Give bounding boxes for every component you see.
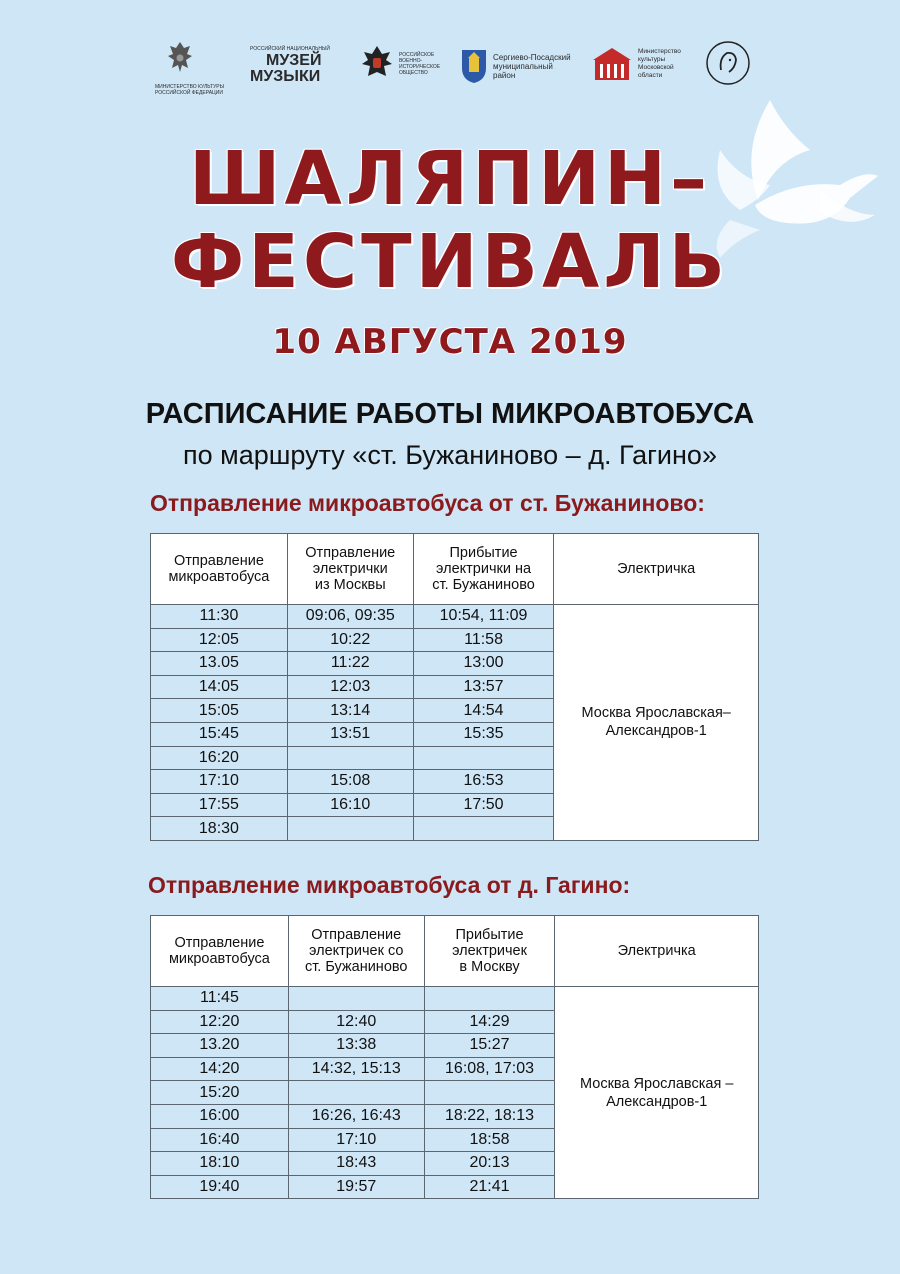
table-cell: 18:10 [151,1152,289,1176]
table-cell: 13.20 [151,1034,289,1058]
table-cell: 11:22 [287,652,413,676]
table-cell: 12:03 [287,675,413,699]
table-cell: 14:05 [151,675,288,699]
table-cell: 16:26, 16:43 [288,1104,424,1128]
table-cell: 15:05 [151,699,288,723]
column-header: Отправление микроавтобуса [151,534,288,605]
table-cell [424,1081,555,1105]
table-cell: 11:58 [413,628,554,652]
table-cell: 13:38 [288,1034,424,1058]
table1-heading: Отправление микроавтобуса от ст. Бужаниново: [150,490,705,516]
table-cell: 14:20 [151,1057,289,1081]
table-cell: 12:05 [151,628,288,652]
logo-ministry-culture-mo [591,44,681,84]
logo-museum-of-music [250,46,330,84]
table-cell: 19:40 [151,1175,289,1199]
table-cell [287,746,413,770]
table-cell: 16:53 [413,770,554,794]
table-cell [288,987,424,1011]
schedule-table-from-buzhaninovo [150,533,759,841]
table-cell [287,817,413,841]
temple-building-icon [591,44,633,84]
table-cell: 19:57 [288,1175,424,1199]
logo-word: МУЗЫКИ [250,68,321,85]
table-cell: 10:54, 11:09 [413,605,554,629]
table-cell: 14:32, 15:13 [288,1057,424,1081]
table-cell: 13:51 [287,722,413,746]
column-header: Электричка [554,534,759,605]
table-cell: 18:58 [424,1128,555,1152]
table-row [151,987,759,1011]
table-cell: 13:00 [413,652,554,676]
double-eagle-emblem-icon [165,38,195,82]
column-header: Прибытие электричек в Москву [424,916,555,987]
column-header: Электричка [555,916,759,987]
table-cell: 16:08, 17:03 [424,1057,555,1081]
logo-military-historical-society [360,42,440,86]
train-route-cell: Москва Ярославская– Александров-1 [554,605,759,841]
table-cell: 14:54 [413,699,554,723]
table-cell: 15:35 [413,722,554,746]
eagle-shield-icon [360,42,394,86]
table-cell: 16:40 [151,1128,289,1152]
table-cell: 12:20 [151,1010,289,1034]
logo-caption: Сергиево-Посадский муниципальный район [493,52,571,80]
table-cell [413,746,554,770]
table-cell: 17:10 [288,1128,424,1152]
festival-title-line-1: ШАЛЯПИН– [189,136,711,222]
table-cell: 09:06, 09:35 [287,605,413,629]
logo-ministry-culture-rf [165,38,195,82]
column-header: Отправление электричек со ст. Бужаниново [288,916,424,987]
table-cell: 11:45 [151,987,289,1011]
column-header: Прибытие электрички на ст. Бужаниново [413,534,554,605]
logo-sergiev-posad [460,48,571,84]
schedule-table-from-gagino [150,915,759,1199]
logo-caption: МИНИСТЕРСТВО КУЛЬТУРЫ РОССИЙСКОЙ ФЕДЕРАЦИИ [155,84,225,96]
table-cell: 13.05 [151,652,288,676]
table-cell: 21:41 [424,1175,555,1199]
table-cell: 15:08 [287,770,413,794]
table-cell: 11:30 [151,605,288,629]
table2-heading: Отправление микроавтобуса от д. Гагино: [148,872,631,898]
table-cell: 16:10 [287,793,413,817]
table-cell: 14:29 [424,1010,555,1034]
column-header: Отправление микроавтобуса [151,916,289,987]
portrait-medallion-icon [705,40,751,86]
table-cell: 13:14 [287,699,413,723]
logo-shalyapin-center [705,40,751,86]
table-cell: 10:22 [287,628,413,652]
table-cell: 17:10 [151,770,288,794]
table-cell: 15:45 [151,722,288,746]
table-cell: 20:13 [424,1152,555,1176]
table-cell: 12:40 [288,1010,424,1034]
logo-word: МУЗЕЙ [266,52,322,69]
train-route-cell: Москва Ярославская – Александров-1 [555,987,759,1199]
schedule-title: РАСПИСАНИЕ РАБОТЫ МИКРОАВТОБУСА [145,398,755,430]
table-cell [424,987,555,1011]
table-cell: 16:20 [151,746,288,770]
table-cell: 15:27 [424,1034,555,1058]
coat-of-arms-icon [460,48,488,84]
table-cell [413,817,554,841]
logo-ministry-culture-rf-caption [155,84,224,96]
table-cell: 18:30 [151,817,288,841]
festival-title-line-2: ФЕСТИВАЛЬ [170,219,730,305]
festival-date: 10 АВГУСТА 2019 [272,322,628,362]
table-cell: 17:50 [413,793,554,817]
logo-caption: РОССИЙСКИЙ НАЦИОНАЛЬНЫЙ [250,46,330,52]
logo-caption: РОССИЙСКОЕ ВОЕННО- ИСТОРИЧЕСКОЕ ОБЩЕСТВО [399,52,441,76]
column-header: Отправление электрички из Москвы [287,534,413,605]
partner-logos [155,38,765,98]
logo-caption: Министерство культуры Московской области [638,48,681,79]
table-cell: 17:55 [151,793,288,817]
table-cell: 18:43 [288,1152,424,1176]
table-cell [288,1081,424,1105]
table-cell: 16:00 [151,1104,289,1128]
table-cell: 15:20 [151,1081,289,1105]
table-cell: 18:22, 18:13 [424,1104,555,1128]
table-cell: 13:57 [413,675,554,699]
schedule-subtitle: по маршруту «ст. Бужаниново – д. Гагино» [183,440,717,470]
table-row [151,605,759,629]
